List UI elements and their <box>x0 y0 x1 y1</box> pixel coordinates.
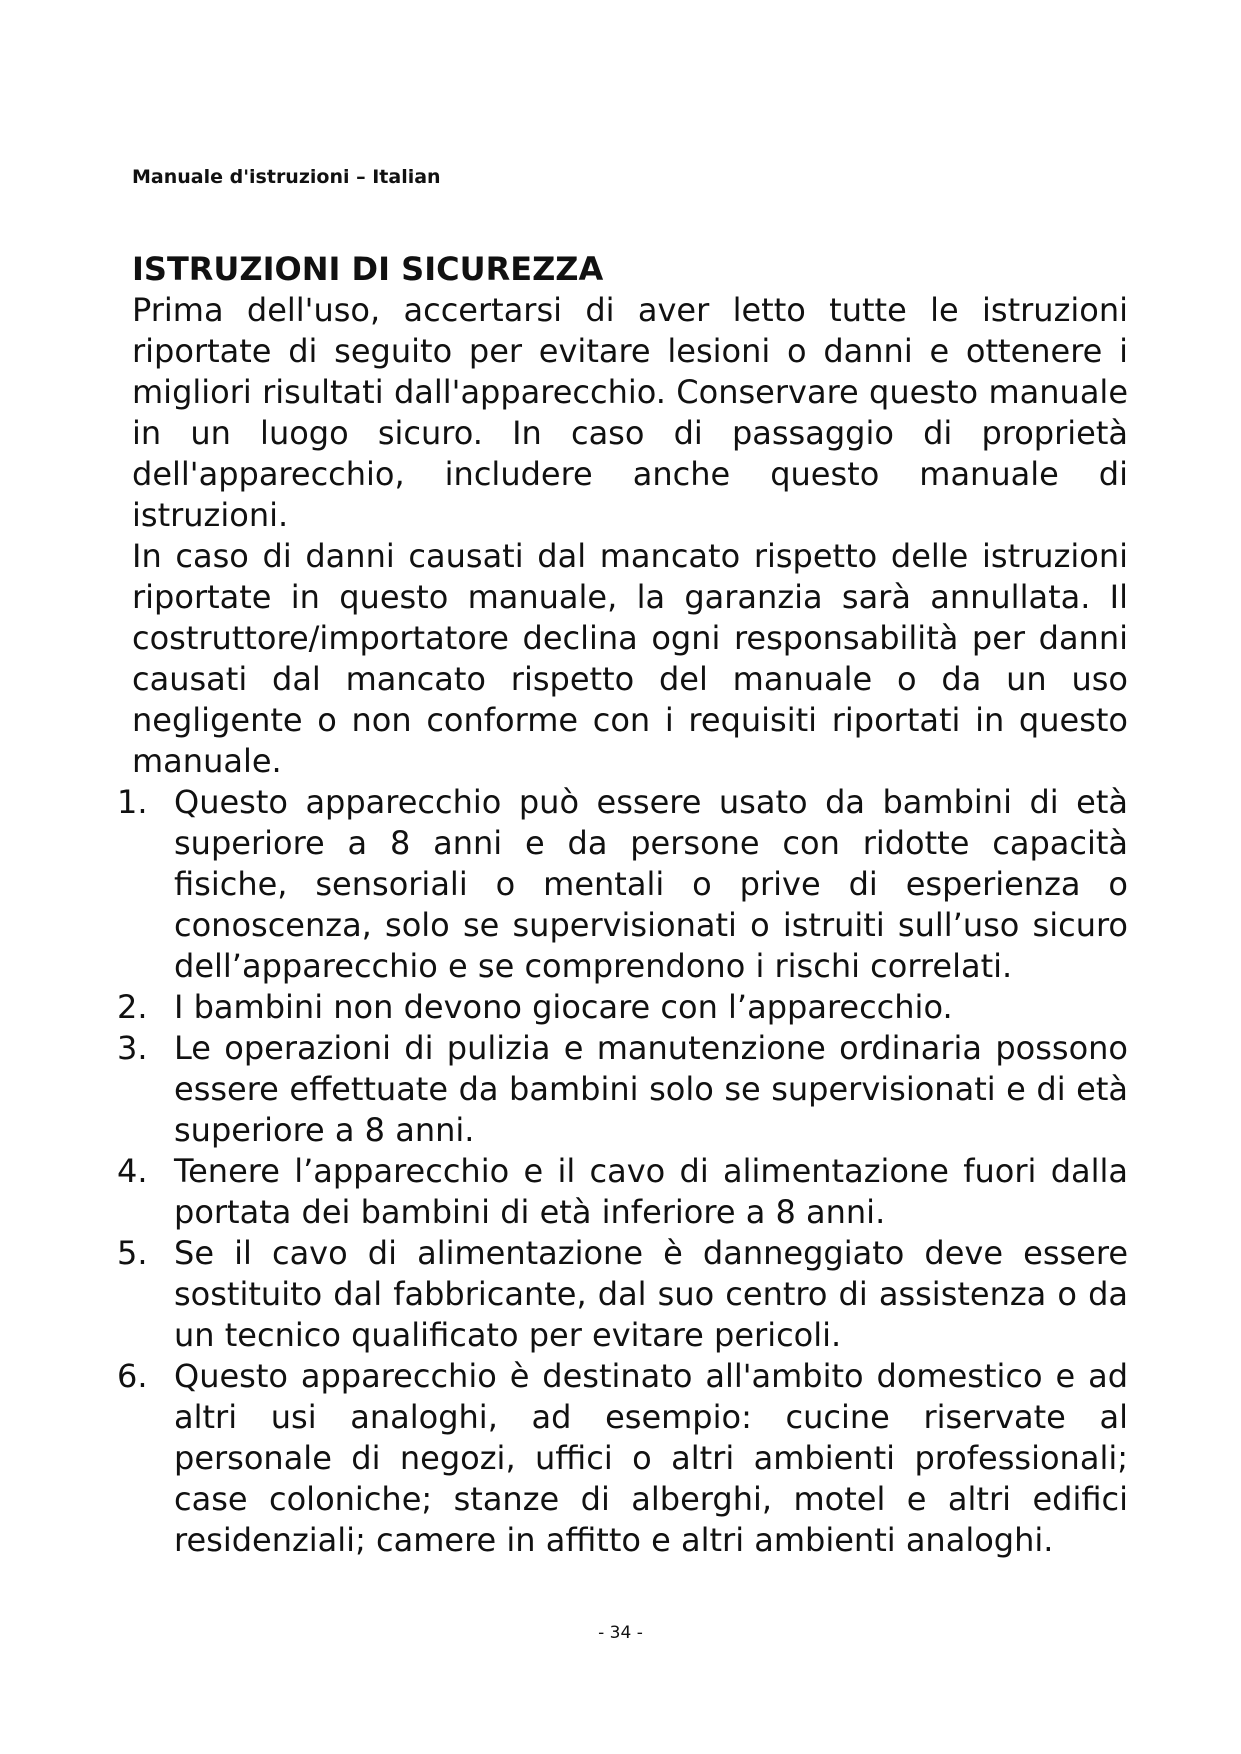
list-item <box>117 1356 1128 1561</box>
warranty-paragraph: In caso di danni causati dal mancato rispetto delle istruzioni riportate in questo manuale, la garanzia sarà annullata. Il costruttore/importatore declina ogni responsabilità per danni causati dal mancato rispetto del manuale o da un uso negligente o non conforme con i requisiti riportati in questo manuale. <box>132 537 1128 780</box>
list-item <box>117 1151 1128 1233</box>
list-item-number: 3. <box>117 1029 148 1067</box>
safety-section <box>117 248 1128 1561</box>
list-item-text: Tenere l’apparecchio e il cavo di alimentazione fuori dalla portata dei bambini di età inferiore a 8 anni. <box>174 1152 1128 1231</box>
list-item <box>117 987 1128 1028</box>
list-item-number: 1. <box>117 783 148 821</box>
intro-paragraph: Prima dell'uso, accertarsi di aver letto tutte le istruzioni riportate di seguito per evitare lesioni o danni e ottenere i migliori risultati dall'apparecchio. Conservare questo manuale in un luogo sicuro. In caso di passaggio di proprietà dell'apparecchio, includere anche questo manuale di istruzioni. <box>132 291 1128 534</box>
list-item <box>117 1233 1128 1356</box>
list-item-text: Le operazioni di pulizia e manutenzione ordinaria possono essere effettuate da bambini solo se supervisionati e di età superiore a 8 anni. <box>174 1029 1128 1149</box>
list-item-number: 4. <box>117 1152 148 1190</box>
list-item-number: 6. <box>117 1357 148 1395</box>
list-item <box>117 782 1128 987</box>
safety-list <box>117 782 1128 1561</box>
list-item-number: 5. <box>117 1234 148 1272</box>
list-item-number: 2. <box>117 988 148 1026</box>
list-item-text: Questo apparecchio è destinato all'ambito domestico e ad altri usi analoghi, ad esempio: cucine riservate al personale di negozi, uffici o altri ambienti professionali; case coloniche; stanze di alberghi, motel e altri edifici residenziali; camere in affitto e altri ambienti analoghi. <box>174 1357 1128 1559</box>
list-item <box>117 1028 1128 1151</box>
page-header: Manuale d'istruzioni – Italian <box>132 166 441 188</box>
section-title: ISTRUZIONI DI SICUREZZA <box>132 250 604 288</box>
list-item-text: Se il cavo di alimentazione è danneggiato deve essere sostituito dal fabbricante, dal suo centro di assistenza o da un tecnico qualificato per evitare pericoli. <box>174 1234 1128 1354</box>
list-item-text: Questo apparecchio può essere usato da bambini di età superiore a 8 anni e da persone con ridotte capacità fisiche, sensoriali o mentali o prive di esperienza o conoscenza, solo se supervisionati o istruiti sull’uso sicuro dell’apparecchio e se comprendono i rischi correlati. <box>174 783 1128 985</box>
page-number: - 34 - <box>598 1623 643 1643</box>
list-item-text: I bambini non devono giocare con l’apparecchio. <box>174 988 953 1026</box>
